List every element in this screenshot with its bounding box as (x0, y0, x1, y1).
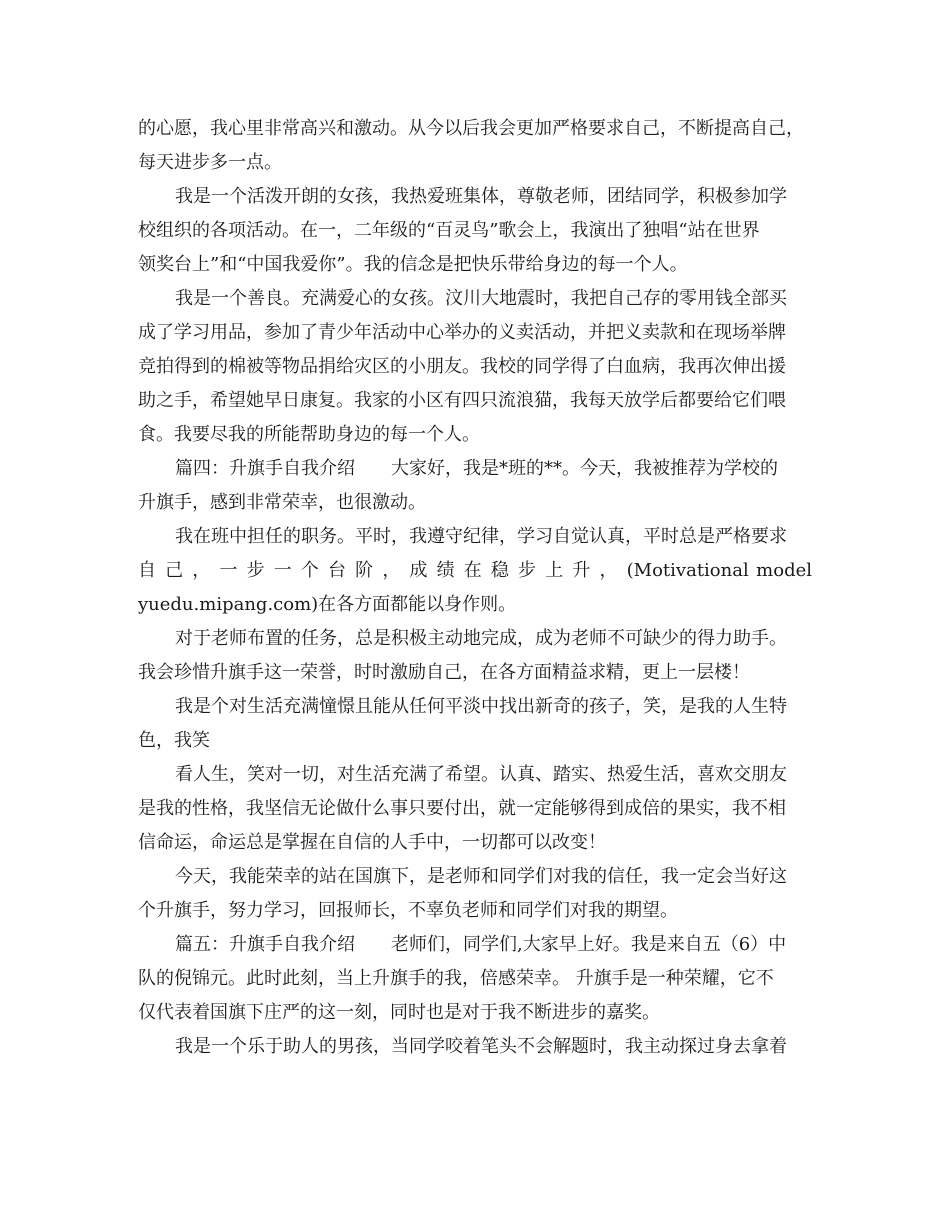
text-line: 我会珍惜升旗手这一荣誉，时时激励自己，在各方面精益求精，更上一层楼！ (138, 662, 750, 683)
text-line: 色，我笑 (138, 730, 210, 751)
text-line: 助之手，希望她早日康复。我家的小区有四只流浪猫，我每天放学后都要给它们喂 (138, 390, 786, 411)
text-line: 每天进步多一点。 (138, 152, 282, 173)
text-line: 的心愿，我心里非常高兴和激动。从今以后我会更加严格要求自己，不断提高自己， (138, 118, 804, 139)
body-text (138, 112, 812, 1064)
section-heading-line: 篇四：升旗手自我介绍 大家好，我是*班的**。今天，我被推荐为学校的 (175, 458, 778, 479)
text-line: 队的倪锦元。此时此刻，当上升旗手的我，倍感荣幸。 升旗手是一种荣耀，它不 (138, 968, 774, 989)
paragraph-start-line: 我是一个乐于助人的男孩，当同学咬着笔头不会解题时，我主动探过身去拿着 (175, 1036, 787, 1057)
text-line: 领奖台上”和“中国我爱你”。我的信念是把快乐带给身边的每一个人。 (138, 254, 688, 275)
text-line: 成了学习用品，参加了青少年活动中心举办的义卖活动，并把义卖款和在现场举牌 (138, 322, 786, 343)
text-line: 信命运，命运总是掌握在自信的人手中，一切都可以改变！ (138, 832, 606, 853)
text-line: 校组织的各项活动。在一，二年级的“百灵鸟”歌会上，我演出了独唱“站在世界 (138, 220, 760, 241)
text-line: 个升旗手，努力学习，回报师长，不辜负老师和同学们对我的期望。 (138, 900, 678, 921)
paragraph-start-line: 我是一个善良。充满爱心的女孩。汶川大地震时，我把自己存的零用钱全部买 (175, 288, 787, 309)
paragraph-start-line: 看人生，笑对一切，对生活充满了希望。认真、踏实、热爱生活，喜欢交朋友 (175, 764, 787, 785)
text-line: 竞拍得到的棉被等物品捐给灾区的小朋友。我校的同学得了白血病，我再次伸出援 (138, 356, 786, 377)
section-heading-line: 篇五：升旗手自我介绍 老师们，同学们,大家早上好。我是来自五（6）中 (175, 934, 787, 955)
paragraph-start-line: 我是一个活泼开朗的女孩，我热爱班集体，尊敬老师，团结同学，积极参加学 (175, 186, 787, 207)
paragraph-start-line: 对于老师布置的任务，总是积极主动地完成，成为老师不可缺少的得力助手。 (175, 628, 787, 649)
paragraph-start-line: 我在班中担任的职务。平时，我遵守纪律，学习自觉认真，平时总是严格要求 (175, 526, 787, 547)
paragraph-start-line: 今天，我能荣幸的站在国旗下，是老师和同学们对我的信任，我一定会当好这 (175, 866, 787, 887)
paragraph-start-line: 我是个对生活充满憧憬且能从任何平淡中找出新奇的孩子，笑，是我的人生特 (175, 696, 787, 717)
text-line: 自 己 ， 一 步 一 个 台 阶 ， 成 绩 在 稳 步 上 升 ， (Motivational model (138, 560, 812, 581)
text-line: 食。我要尽我的所能帮助身边的每一个人。 (138, 424, 480, 445)
text-line: yuedu.mipang.com)在各方面都能以身作则。 (138, 594, 517, 615)
text-line: 升旗手，感到非常荣幸，也很激动。 (138, 492, 426, 513)
text-line: 仅代表着国旗下庄严的这一刻，同时也是对于我不断进步的嘉奖。 (138, 1002, 660, 1023)
text-line: 是我的性格，我坚信无论做什么事只要付出，就一定能够得到成倍的果实，我不相 (138, 798, 786, 819)
